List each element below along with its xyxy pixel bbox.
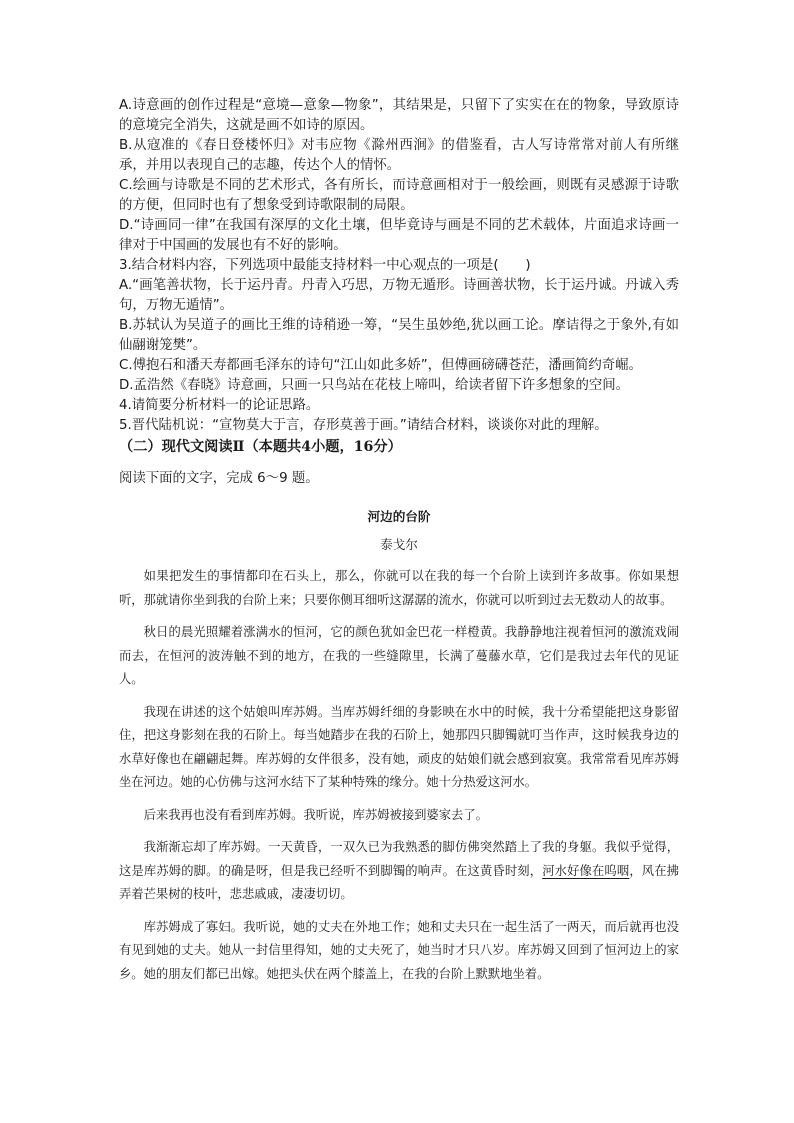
article-paragraph-3: 我现在讲述的这个姑娘叫库苏姆。当库苏姆纤细的身影映在水中的时候，我十分希望能把这身影留住，把这身影刻在我的石阶上。每当她踏步在我的石阶上，她那四只脚镯就叮当作声，这时候我身边的水草好像也在翩翩起舞。库苏姆的女伴很多，没有她，顽皮的姑娘们就会感到寂寞。我常常看见库苏姆坐在河边。她的心仿佛与这河水结下了某种特殊的缘分。她十分热爱这河水。 xyxy=(119,704,679,789)
article-paragraph-4: 后来我再也没有看到库苏姆。我听说，库苏姆被接到婆家去了。 xyxy=(143,807,488,822)
option-d: D.“诗画同一律”在我国有深厚的文化土壤，但毕竟诗与画是不同的艺术载体，片面追求诗画一律对于中国画的发展也有不好的影响。 xyxy=(119,218,679,253)
article-paragraph-1: 如果把发生的事情都印在石头上，那么，你就可以在我的每一个台阶上读到许多故事。你如果想听，那就请你坐到我的台阶上来；只要你侧耳细听这潺潺的流水，你就可以听到过去无数动人的故事。 xyxy=(119,569,679,607)
section-instruction: 阅读下面的文字，完成 6～9 题。 xyxy=(119,471,319,486)
article-paragraph-5 xyxy=(119,836,679,907)
question-3-option-a: A.“画笔善状物，长于运丹青。丹青入巧思，万物无遁形。诗画善状物，长于运丹诚。丹诚入秀句，万物无遁情”。 xyxy=(119,278,679,313)
article-paragraph-2: 秋日的晨光照耀着涨满水的恒河，它的颜色犹如金巴花一样橙黄。我静静地注视着恒河的激流戏闹而去，在恒河的波涛触不到的地方，在我的一些缝隙里，长满了蔓藤水草，它们是我过去年代的见证人。 xyxy=(119,625,679,686)
option-c: C.绘画与诗歌是不同的艺术形式，各有所长，而诗意画相对于一般绘画，则既有灵感源于诗歌的方便，但同时也有了想象受到诗歌限制的局限。 xyxy=(119,178,679,213)
question-3-option-c: C.傅抱石和潘天寿都画毛泽东的诗句“江山如此多娇”，但傅画磅礴苍茫，潘画简约奇崛。 xyxy=(119,358,642,373)
section-heading: （二）现代文阅读Ⅱ（本题共4小题，16分） xyxy=(119,439,402,455)
question-5: 5.晋代陆机说：“宣物莫大于言，存形莫善于画。”请结合材料，谈谈你对此的理解。 xyxy=(119,418,608,433)
article-paragraph-6: 库苏姆成了寡妇。我听说，她的丈夫在外地工作；她和丈夫只在一起生活了一两天，而后就再也没有见到她的丈夫。她从一封信里得知，她的丈夫死了，她当时才只八岁。库苏姆又回到了恒河边上的家乡。她的朋友们都已出嫁。她把头伏在两个膝盖上，在我的台阶上默默地坐着。 xyxy=(119,919,679,981)
question-3-option-b: B.苏轼认为吴道子的画比王维的诗稍逊一筹，“吴生虽妙绝,犹以画工论。摩诘得之于象外,有如仙翮谢笼樊”。 xyxy=(119,318,679,353)
question-4: 4.请简要分析材料一的论证思路。 xyxy=(119,398,320,413)
option-b: B.从寇准的《春日登楼怀归》对韦应物《滁州西涧》的借鉴看，古人写诗常常对前人有所继承，并用以表现自己的志趣，传达个人的情怀。 xyxy=(119,138,679,173)
question-3-option-d: D.孟浩然《春晓》诗意画，只画一只鸟站在花枝上啼叫，给读者留下许多想象的空间。 xyxy=(119,378,630,393)
question-3: 3.结合材料内容，下列选项中最能支持材料一中心观点的一项是( ) xyxy=(119,258,531,273)
article-title: 河边的台阶 xyxy=(367,509,431,524)
paragraph-5-text-start: 我渐渐忘却了库苏姆。一天黄昏，一双久已为我熟悉的脚仿佛突然踏上了我的身躯。我似乎觉得，这是库苏姆的脚。的确是呀，但是我已经听不到脚镯的响声。在这黄昏时刻， xyxy=(119,840,679,878)
paragraph-5-text-end: ，风在拂弄着芒果树的枝叶，悲悲戚戚，凄凄切切。 xyxy=(119,863,679,901)
underlined-phrase: 河水好像在呜咽 xyxy=(542,863,630,878)
option-a: A.诗意画的创作过程是“意境—意象—物象”，其结果是，只留下了实实在在的物象，导致原诗的意境完全消失，这就是画不如诗的原因。 xyxy=(119,98,679,133)
article-author: 泰戈尔 xyxy=(380,537,418,552)
